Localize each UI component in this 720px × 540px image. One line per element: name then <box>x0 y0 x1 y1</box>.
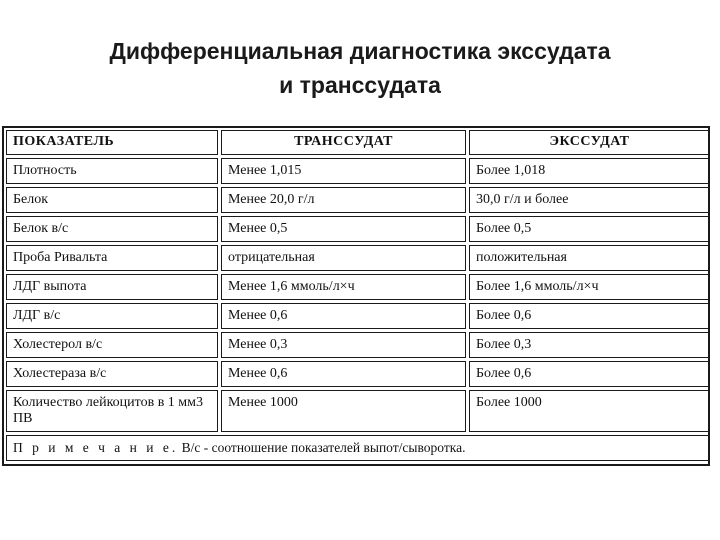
comparison-table <box>2 126 710 466</box>
row-indicator: Холестерол в/с <box>6 332 218 358</box>
table-row <box>6 390 710 432</box>
row-exudate: Более 0,5 <box>469 216 710 242</box>
row-transudate: отрицательная <box>221 245 466 271</box>
row-exudate: положительная <box>469 245 710 271</box>
row-transudate: Менее 0,6 <box>221 303 466 329</box>
row-transudate: Менее 1000 <box>221 390 466 432</box>
note-text: В/с - соотношение показателей выпот/сыворотка. <box>178 440 466 455</box>
table-row <box>6 158 710 184</box>
header-exudate: ЭКССУДАТ <box>469 130 710 155</box>
row-transudate: Менее 0,3 <box>221 332 466 358</box>
row-transudate: Менее 1,6 ммоль/л×ч <box>221 274 466 300</box>
row-indicator: Белок <box>6 187 218 213</box>
header-indicator: ПОКАЗАТЕЛЬ <box>6 130 218 155</box>
header-transudate: ТРАНССУДАТ <box>221 130 466 155</box>
row-exudate: Более 1000 <box>469 390 710 432</box>
table-row <box>6 361 710 387</box>
slide-title <box>0 34 720 102</box>
row-exudate: Более 0,3 <box>469 332 710 358</box>
title-line-2: и транссудата <box>279 72 441 98</box>
row-indicator: Белок в/с <box>6 216 218 242</box>
row-transudate: Менее 0,6 <box>221 361 466 387</box>
row-indicator: Количество лейкоцитов в 1 мм3 ПВ <box>6 390 218 432</box>
note-label: П р и м е ч а н и е. <box>13 440 179 455</box>
title-line-1: Дифференциальная диагностика экссудата <box>109 38 611 64</box>
table-row <box>6 216 710 242</box>
table-row <box>6 303 710 329</box>
row-indicator: ЛДГ выпота <box>6 274 218 300</box>
row-exudate: Более 1,018 <box>469 158 710 184</box>
row-exudate: 30,0 г/л и более <box>469 187 710 213</box>
table-note-row <box>6 435 710 461</box>
row-exudate: Более 0,6 <box>469 303 710 329</box>
row-transudate: Менее 0,5 <box>221 216 466 242</box>
table-row <box>6 274 710 300</box>
row-indicator: Холестераза в/с <box>6 361 218 387</box>
table-note <box>6 435 710 461</box>
row-transudate: Менее 20,0 г/л <box>221 187 466 213</box>
table-row <box>6 187 710 213</box>
comparison-table-grid <box>3 127 713 464</box>
row-exudate: Более 0,6 <box>469 361 710 387</box>
row-indicator: Проба Ривальта <box>6 245 218 271</box>
table-header-row <box>6 130 710 155</box>
table-row <box>6 332 710 358</box>
row-indicator: Плотность <box>6 158 218 184</box>
table-row <box>6 245 710 271</box>
row-indicator: ЛДГ в/с <box>6 303 218 329</box>
row-transudate: Менее 1,015 <box>221 158 466 184</box>
row-exudate: Более 1,6 ммоль/л×ч <box>469 274 710 300</box>
